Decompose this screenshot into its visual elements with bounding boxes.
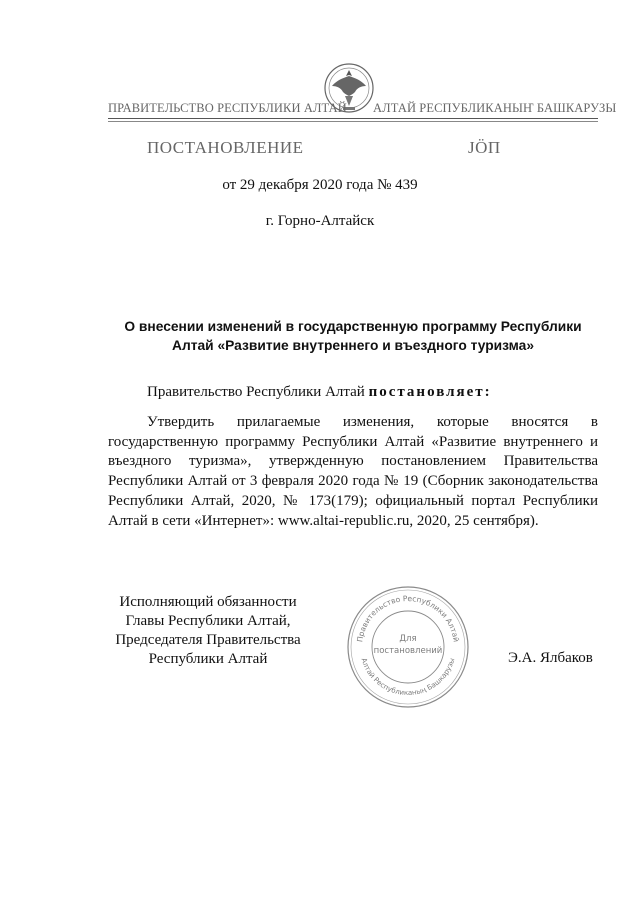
official-stamp <box>346 585 470 709</box>
signatory-position <box>108 593 308 669</box>
signatory-position-line: Главы Республики Алтай, <box>125 613 291 629</box>
document-type-ru: ПОСТАНОВЛЕНИЕ <box>147 138 304 157</box>
intro-decree-word: постановляет: <box>368 384 492 400</box>
stamp-ring-bottom: Алтай Республиканың Башкарузы <box>359 657 457 698</box>
header-rule <box>108 118 598 119</box>
document-date-number: от 29 декабря 2020 года № 439 <box>222 177 418 193</box>
stamp-center-line-1: Для <box>399 634 417 644</box>
stamp-center-line-2: постановлений <box>373 646 443 656</box>
stamp-ring-top: Правительство Республики Алтай <box>355 593 461 643</box>
government-name-altai: АЛТАЙ РЕСПУБЛИКАНЫҤ БАШКАРУЗЫ <box>373 101 617 115</box>
government-name-ru: ПРАВИТЕЛЬСТВО РЕСПУБЛИКИ АЛТАЙ <box>108 101 347 115</box>
intro-text: Правительство Республики Алтай <box>147 384 365 400</box>
intro-line <box>147 384 492 401</box>
signatory-position-line: Председателя Правительства <box>115 632 301 648</box>
body-paragraph: Утвердить прилагаемые изменения, которые вносятся в государственную программу Республики Алтай «Развитие внутреннего и въездного туризма», утвержденную постановлением Правительства Республики Алтай от 3 февраля 2020 года № 19 (Сборник законодательства Республики Алтай, 2020, № 173(179); официальный портал Республики Алтай в сети «Интернет»: www.altai-republic.ru, 2020, 25 сентября). <box>108 414 598 529</box>
document-type-altai: JӦП <box>468 138 501 157</box>
document-city: г. Горно-Алтайск <box>265 213 375 229</box>
document-title: О внесении изменений в государственную программу Республики Алтай «Развитие внутреннего и въездного туризма» <box>124 319 582 353</box>
signatory-position-line: Республики Алтай <box>148 651 268 667</box>
signatory-position-line: Исполняющий обязанности <box>119 594 297 610</box>
signatory-name: Э.А. Ялбаков <box>508 650 593 666</box>
header-rule-thin <box>108 121 598 122</box>
